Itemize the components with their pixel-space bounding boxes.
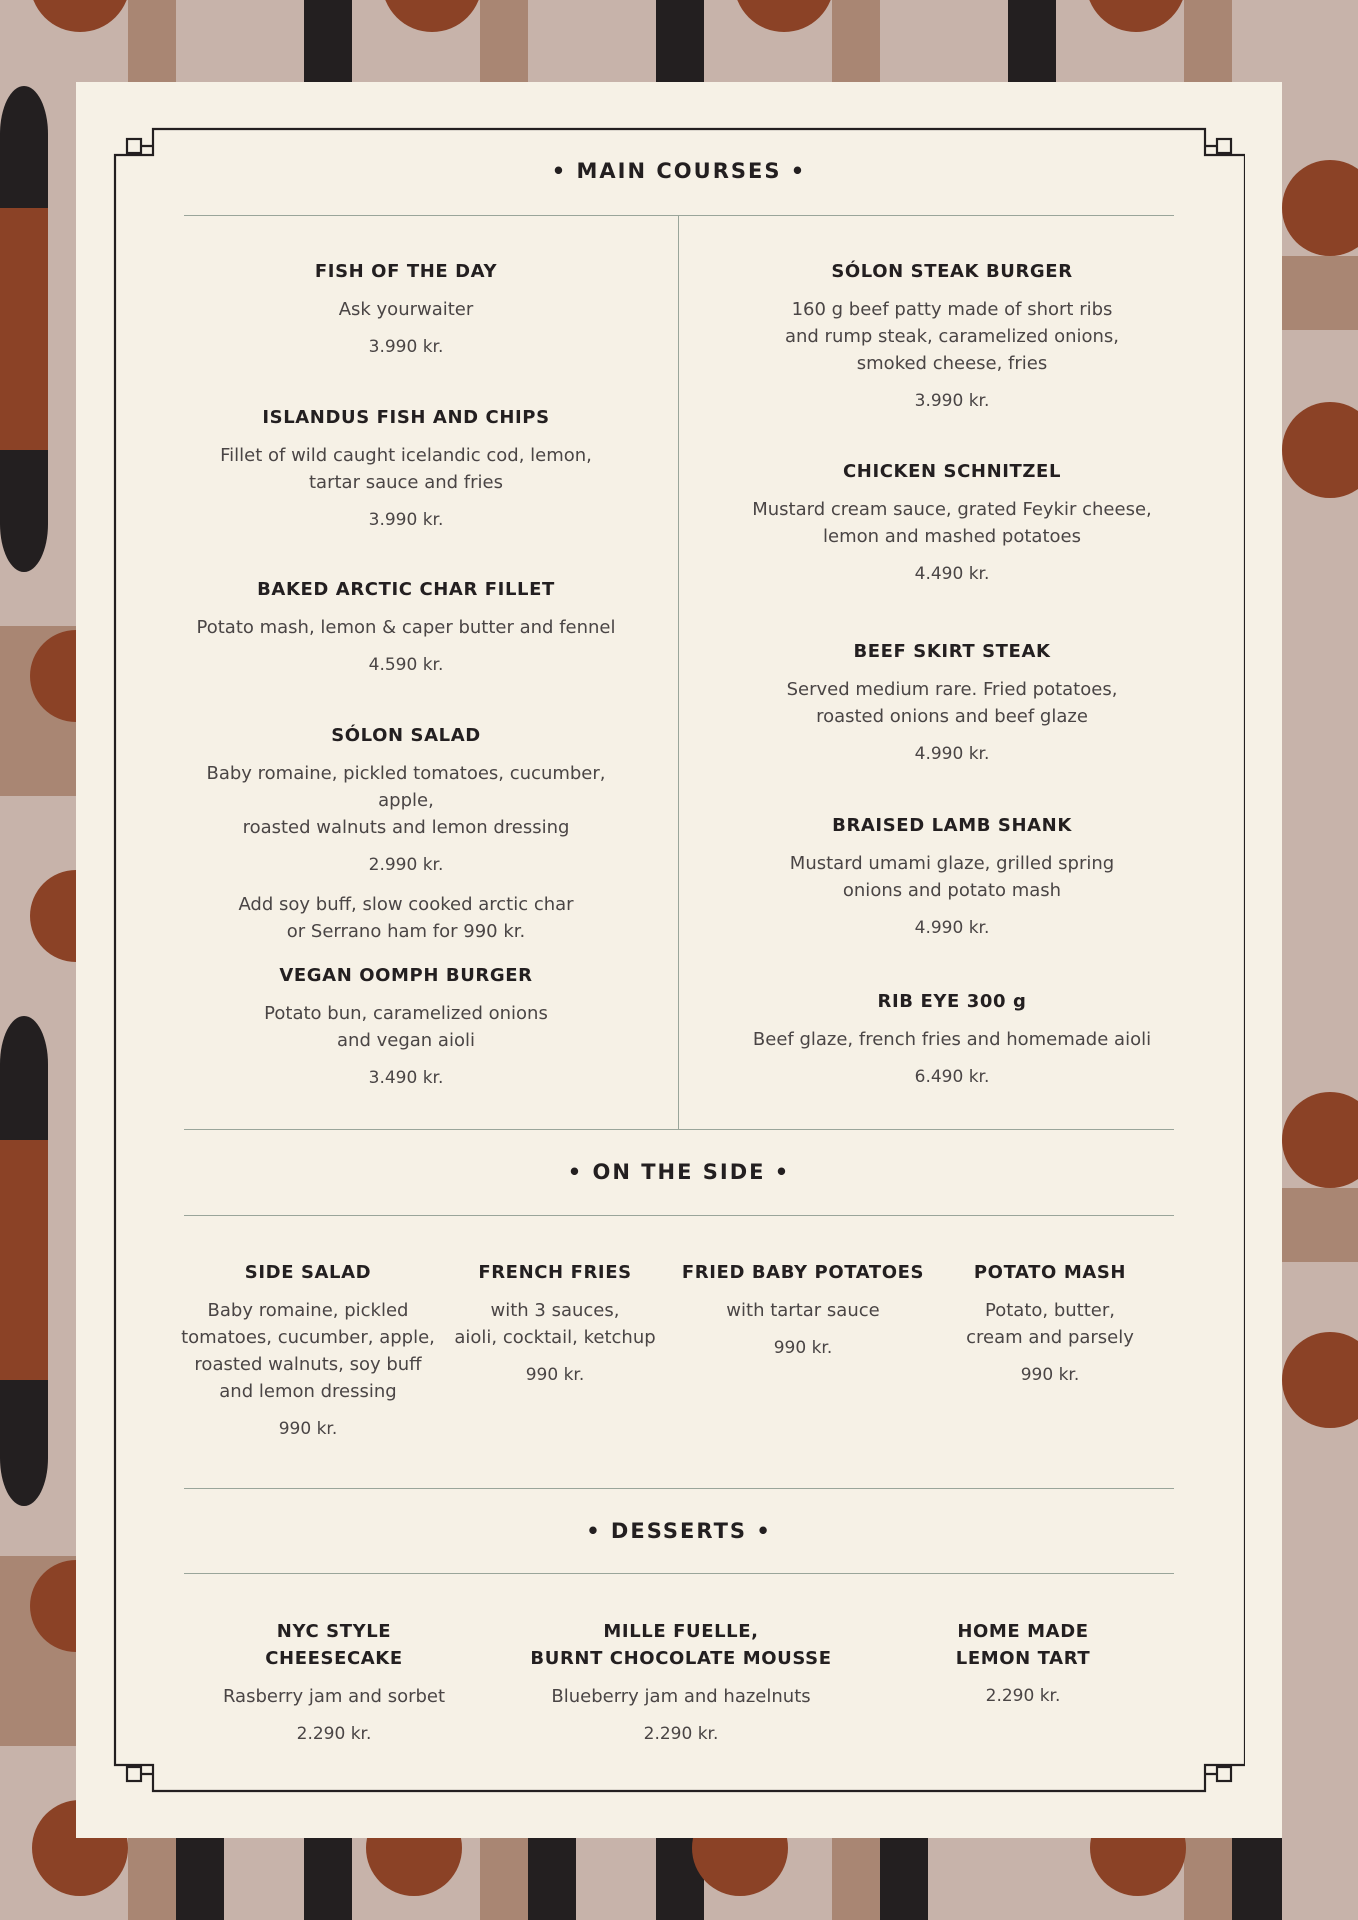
item-description: Blueberry jam and hazelnuts (551, 1686, 811, 1707)
item-description: 160 g beef patty made of short ribs and rump steak, caramelized onions, smoked cheese, fries (784, 299, 1120, 374)
item-price: 4.590 kr. (368, 655, 444, 675)
item-price: 2.290 kr. (296, 1724, 372, 1744)
item-description: Rasberry jam and sorbet (222, 1686, 446, 1707)
item-price: 3.990 kr. (914, 391, 990, 411)
item-description: Potato, butter, cream and parsely (966, 1300, 1134, 1348)
item-description: Served medium rare. Fried potatoes, roasted onions and beef glaze (786, 679, 1118, 727)
item-description: Mustard cream sauce, grated Feykir cheese, lemon and mashed potatoes (752, 499, 1152, 547)
item-price: 4.990 kr. (914, 918, 990, 938)
item-name: BEEF SKIRT STEAK (853, 641, 1051, 662)
side-item (425, 1259, 685, 1387)
item-description: with tartar sauce (726, 1300, 880, 1321)
item-name: CHICKEN SCHNITZEL (842, 461, 1062, 482)
item-price: 4.490 kr. (914, 564, 990, 584)
menu-item (176, 576, 636, 677)
item-price: 2.290 kr. (643, 1724, 719, 1744)
item-description: Baby romaine, pickled tomatoes, cucumber, apple, roasted walnuts and lemon dressing (206, 763, 606, 838)
item-name: SIDE SALAD (244, 1262, 372, 1283)
divider (184, 1215, 1174, 1216)
section-title-on-the-side: • ON THE SIDE • (567, 1160, 791, 1184)
item-price: 2.990 kr. (368, 855, 444, 875)
dessert-item (501, 1618, 861, 1746)
item-name: VEGAN OOMPH BURGER (279, 965, 533, 986)
menu-item (722, 988, 1182, 1089)
dessert-item (873, 1618, 1173, 1708)
item-description: Potato bun, caramelized onions and vegan aioli (264, 1003, 548, 1051)
menu-item (722, 258, 1182, 413)
item-price: 990 kr. (525, 1365, 585, 1385)
divider (184, 1573, 1174, 1574)
section-title-desserts: • DESSERTS • (586, 1519, 772, 1543)
item-description: Beef glaze, french fries and homemade aioli (752, 1029, 1152, 1050)
item-description: Baby romaine, pickled tomatoes, cucumber, apple, roasted walnuts, soy buff and lemon dressing (181, 1300, 435, 1402)
menu-item (176, 962, 636, 1090)
item-name: RIB EYE 300 g (877, 991, 1027, 1012)
item-description: with 3 sauces, aioli, cocktail, ketchup (454, 1300, 656, 1348)
item-addon-note: Add soy buff, slow cooked arctic char or Serrano ham for 990 kr. (238, 894, 574, 942)
menu-item (176, 404, 636, 532)
side-item (673, 1259, 933, 1360)
item-price: 3.490 kr. (368, 1068, 444, 1088)
side-item (178, 1259, 438, 1441)
item-price: 990 kr. (773, 1338, 833, 1358)
item-name: BAKED ARCTIC CHAR FILLET (257, 579, 555, 600)
item-name: FRIED BABY POTATOES (681, 1262, 925, 1283)
item-name: SÓLON SALAD (331, 725, 481, 746)
item-description: Mustard umami glaze, grilled spring onions and potato mash (789, 853, 1115, 901)
item-name: BRAISED LAMB SHANK (832, 815, 1072, 836)
item-description: Ask yourwaiter (338, 299, 474, 320)
item-name: FRENCH FRIES (478, 1262, 632, 1283)
item-price: 4.990 kr. (914, 744, 990, 764)
item-price: 3.990 kr. (368, 337, 444, 357)
item-name: SÓLON STEAK BURGER (831, 261, 1073, 282)
side-item (920, 1259, 1180, 1387)
divider (184, 1488, 1174, 1489)
item-name: ISLANDUS FISH AND CHIPS (262, 407, 550, 428)
menu-item (722, 458, 1182, 586)
item-price: 3.990 kr. (368, 510, 444, 530)
menu-item (176, 722, 636, 945)
column-divider (678, 215, 679, 1129)
item-price: 6.490 kr. (914, 1067, 990, 1087)
item-description: Potato mash, lemon & caper butter and fennel (196, 617, 616, 638)
item-name: HOME MADE LEMON TART (955, 1621, 1091, 1669)
menu-item (722, 812, 1182, 940)
dessert-item (184, 1618, 484, 1746)
item-price: 990 kr. (1020, 1365, 1080, 1385)
item-name: POTATO MASH (973, 1262, 1127, 1283)
section-title-main-courses: • MAIN COURSES • (551, 159, 807, 183)
item-name: MILLE FUELLE, BURNT CHOCOLATE MOUSSE (530, 1621, 832, 1669)
item-description: Fillet of wild caught icelandic cod, lemon, tartar sauce and fries (220, 445, 592, 493)
item-price: 2.290 kr. (985, 1686, 1061, 1706)
item-price: 990 kr. (278, 1419, 338, 1439)
item-name: FISH OF THE DAY (314, 261, 498, 282)
item-name: NYC STYLE CHEESECAKE (265, 1621, 403, 1669)
divider (184, 1129, 1174, 1130)
divider (184, 215, 1174, 216)
menu-item (176, 258, 636, 359)
menu-item (722, 638, 1182, 766)
